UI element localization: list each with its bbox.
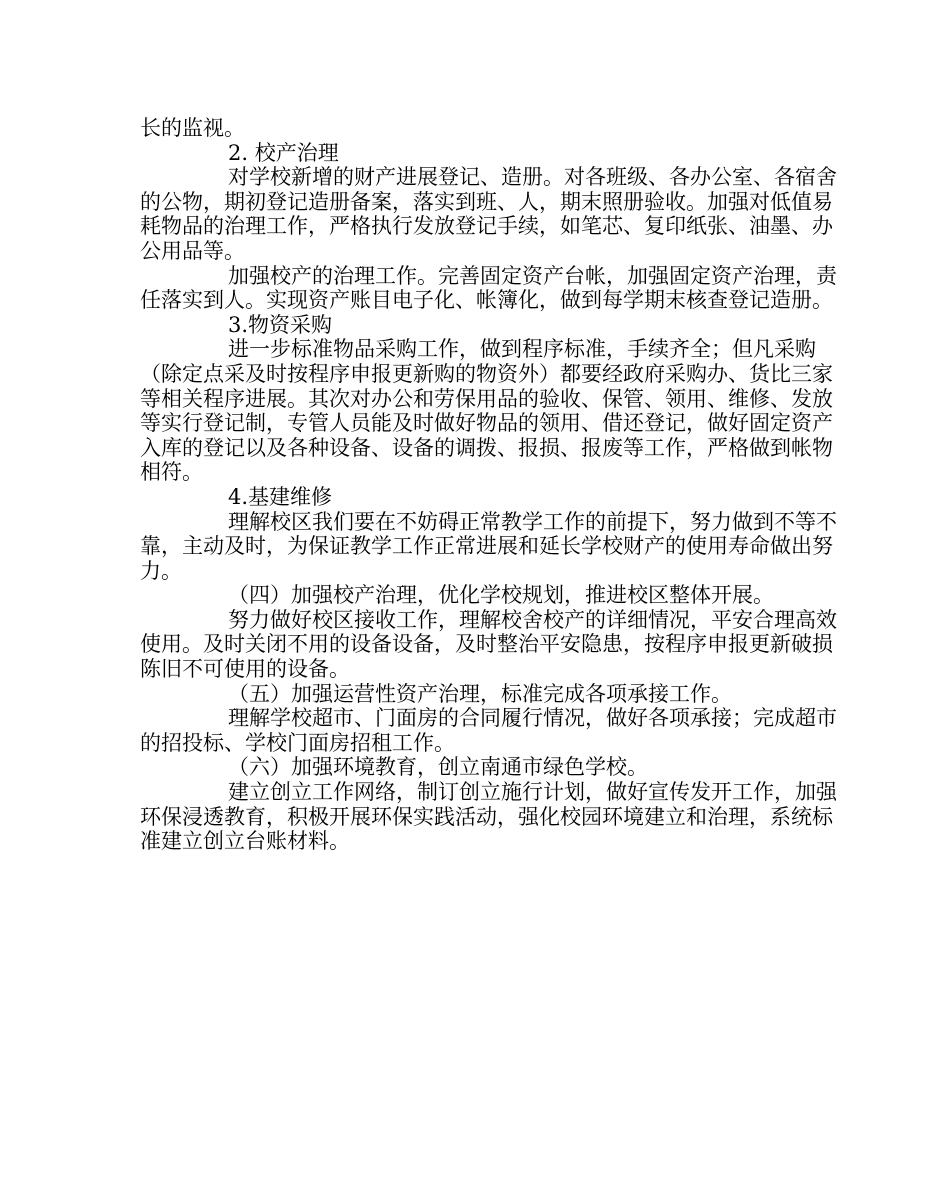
section-heading-procurement: 3.物资采购 — [228, 312, 333, 337]
section-heading-maintenance: 4.基建维修 — [228, 484, 333, 509]
paragraph: 进一步标准物品采购工作，做到程序标准，手续齐全；但凡采购（除定点采及时按程序申报更新购的物资外）都要经政府采购办、货比三家等相关程序进展。其次对办公和劳保用品的验收、保管、领用、维修、发放等实行登记制，专管人员能及时做好物品的领用、借还登记，做好固定资产入库的登记以及各种设备、设备的调拨、报损、报废等工作，严格做到帐物相符。 — [140, 337, 833, 485]
paragraph: 努力做好校区接收工作，理解校舍校产的详细情况，平安合理高效使用。及时关闭不用的设备设备，及时整治平安隐患，按程序申报更新破损陈旧不可使用的设备。 — [140, 607, 837, 682]
section-heading-six: （六）加强环境教育，创立南通市绿色学校。 — [228, 755, 648, 780]
section-heading-four: （四）加强校产治理，优化学校规划，推进校区整体开展。 — [228, 583, 774, 608]
document-body — [140, 116, 840, 854]
paragraph: 理解学校超市、门面房的合同履行情况，做好各项承接；完成超市的招投标、学校门面房招租工作。 — [140, 706, 837, 755]
section-heading-five: （五）加强运营性资产治理，标准完成各项承接工作。 — [228, 681, 732, 706]
paragraph-continuation: 长的监视。 — [140, 116, 245, 140]
paragraph: 理解校区我们要在不妨碍正常教学工作的前提下，努力做到不等不靠，主动及时，为保证教学工作正常进展和延长学校财产的使用寿命做出努力。 — [140, 509, 837, 583]
section-heading-asset-management: 2. 校产治理 — [228, 140, 339, 165]
paragraph: 对学校新增的财产进展登记、造册。对各班级、各办公室、各宿舍的公物，期初登记造册备案，落实到班、人，期末照册验收。加强对低值易耗物品的治理工作，严格执行发放登记手续，如笔芯、复印纸张、油墨、办公用品等。 — [140, 165, 837, 263]
paragraph: 加强校产的治理工作。完善固定资产台帐，加强固定资产治理，责任落实到人。实现资产账目电子化、帐簿化，做到每学期末核查登记造册。 — [140, 263, 837, 313]
paragraph: 建立创立工作网络，制订创立施行计划，做好宣传发开工作，加强环保浸透教育，积极开展环保实践活动，强化校园环境建立和治理，系统标准建立创立台账材料。 — [140, 780, 837, 854]
